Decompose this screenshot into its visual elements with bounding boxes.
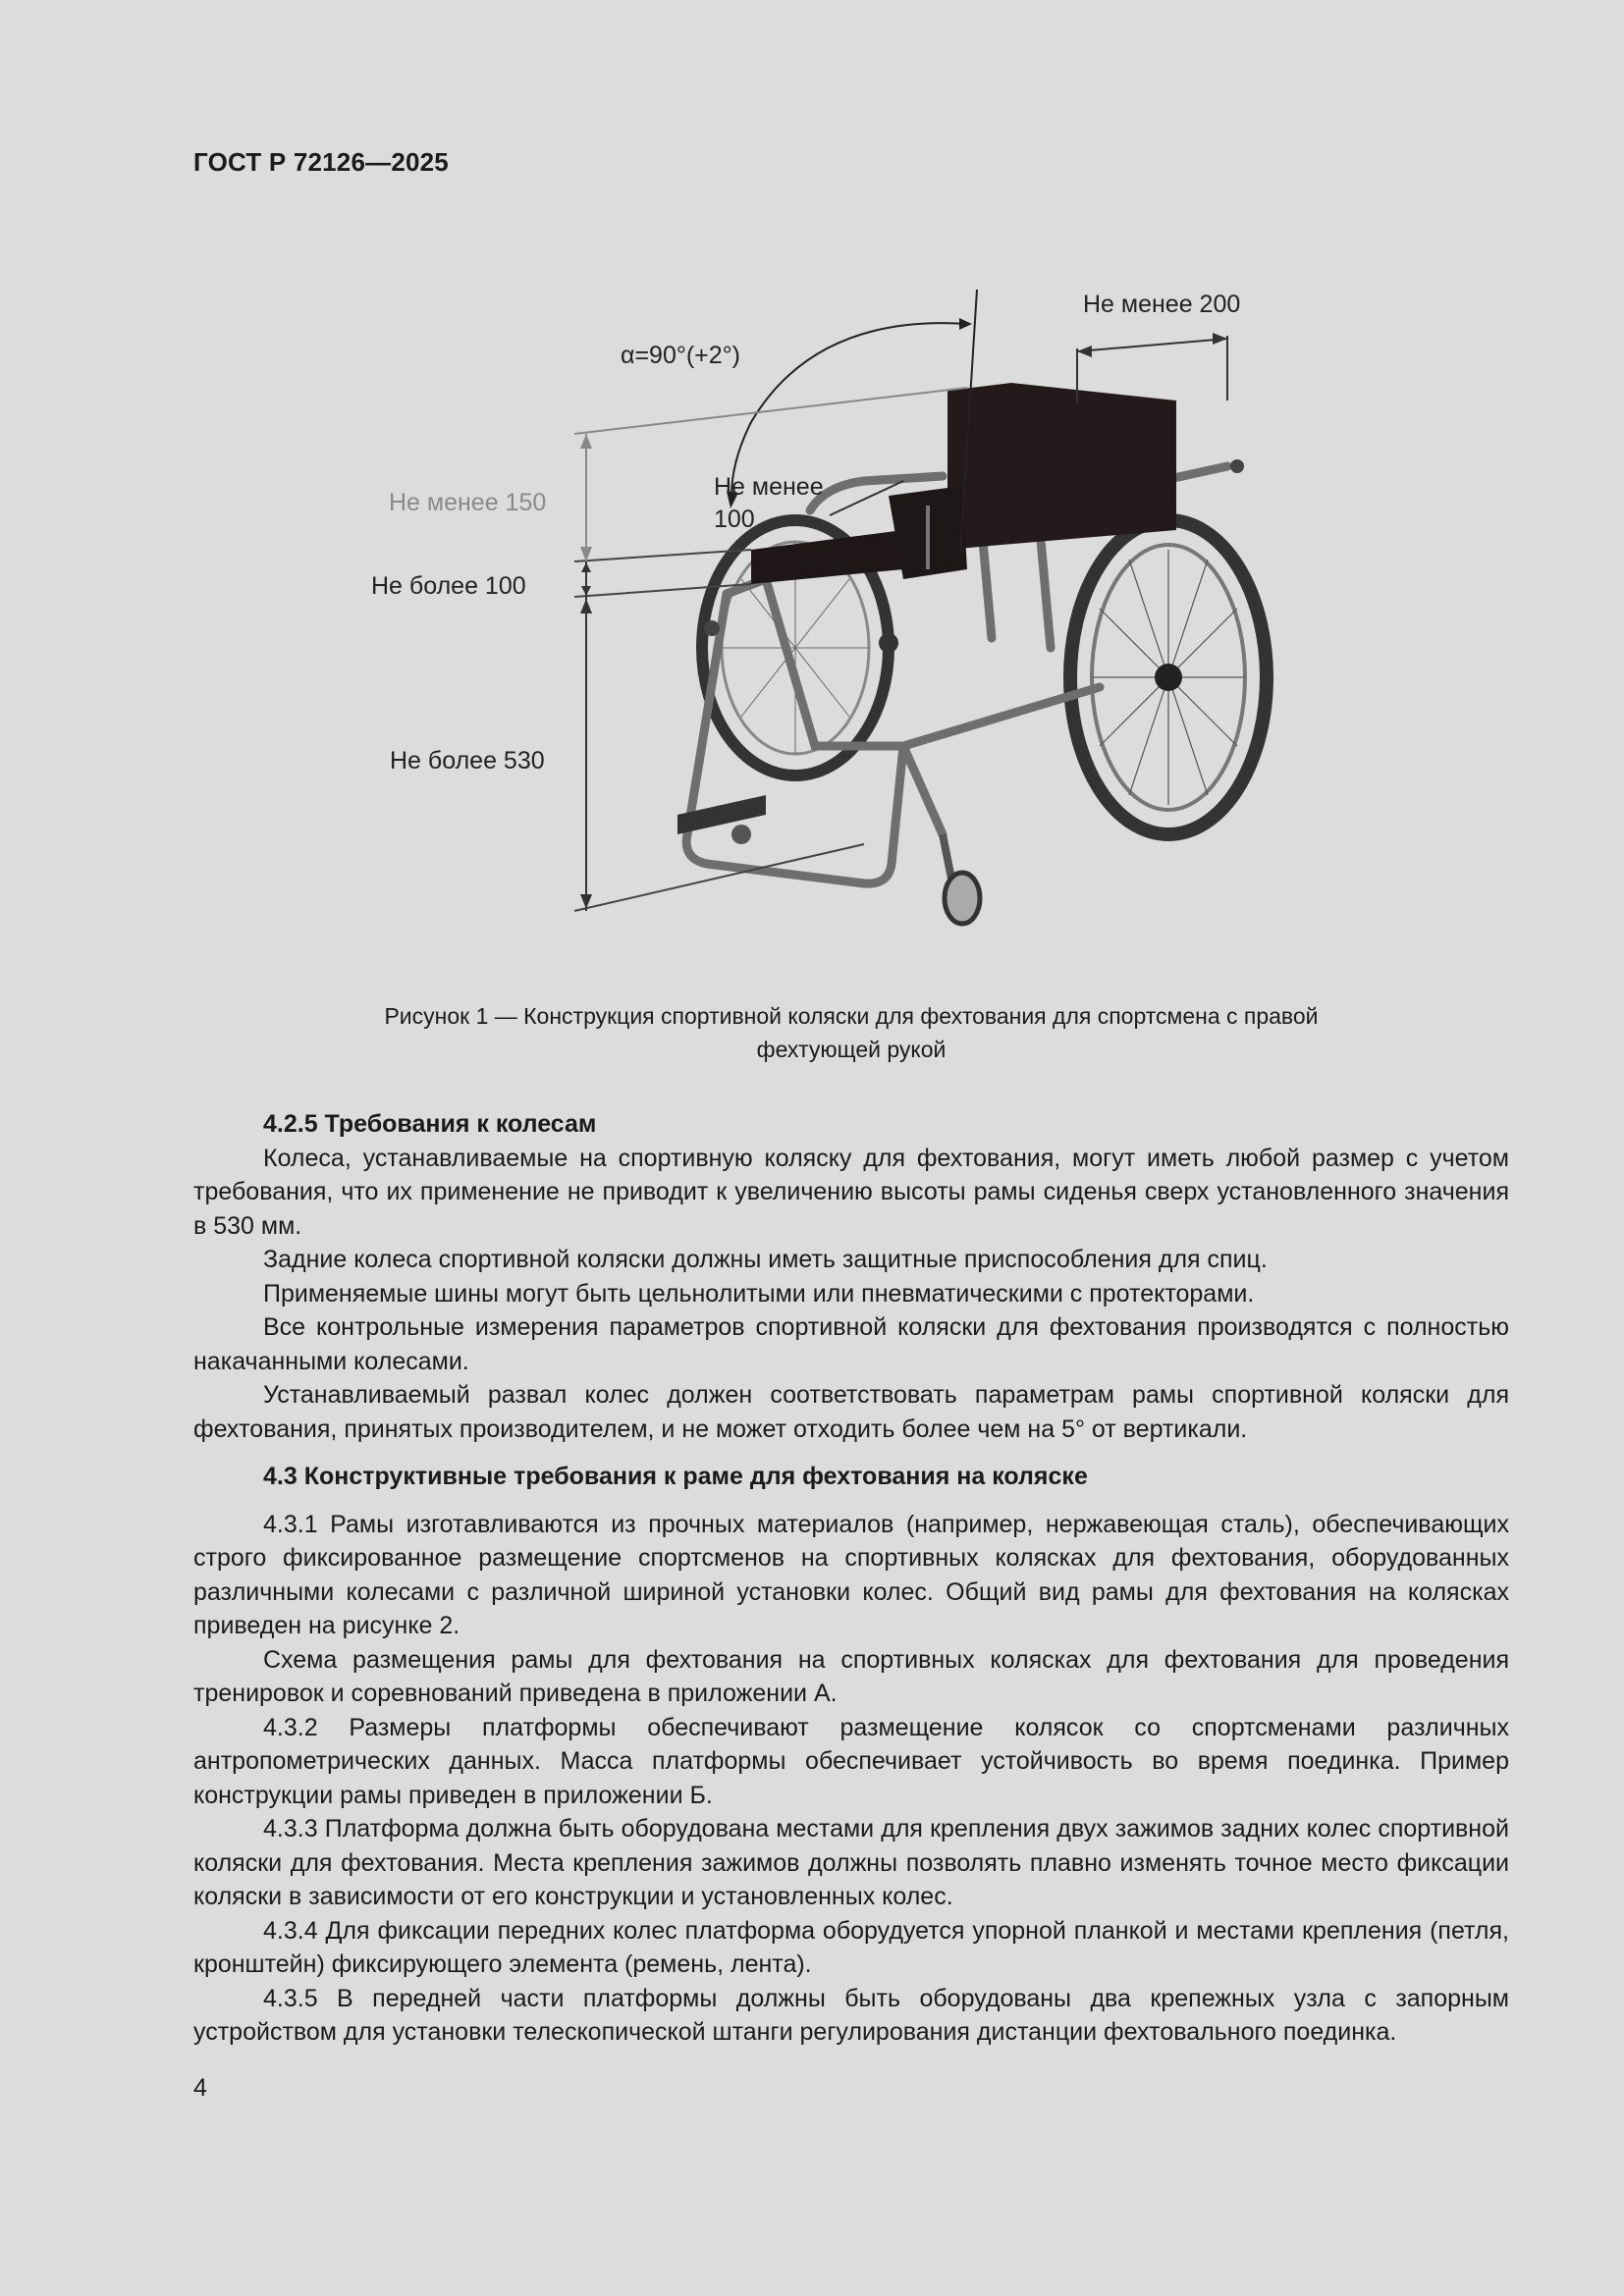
paragraph: Схема размещения рамы для фехтования на спортивных колясках для фехтования для проведения тренировок и соревнований приведена в приложении А. bbox=[193, 1645, 1509, 1707]
paragraph: 4.3.2 Размеры платформы обеспечивают размещение колясок со спортсменами различных антропометрических данных. Масса платформы обеспечивает устойчивость во время поединка. Пример конструкции рамы приведен в приложении Б. bbox=[193, 1713, 1509, 1809]
section-4-2-5-heading: 4.2.5 Требования к колесам bbox=[263, 1110, 597, 1138]
paragraph: 4.3.5 В передней части платформы должны быть оборудованы два крепежных узла с запорным устройством для установки телескопической штанги регулирования дистанции фехтовального поединка. bbox=[193, 1984, 1509, 2046]
above-seat-label: Не менее 150 bbox=[389, 489, 547, 516]
document-header: ГОСТ Р 72126—2025 bbox=[193, 147, 449, 177]
front-caster bbox=[943, 834, 980, 924]
paragraph: 4.3.1 Рамы изготавливаются из прочных материалов (например, нержавеющая сталь), обеспечивающих строго фиксированное размещение спортсменов на спортивных колясках для фехтования, оборудованных различными колесами с различной шириной установки колес. Общий вид рамы для фехтования на колясках приведен на рисунке 2. bbox=[193, 1510, 1509, 1639]
body-text bbox=[193, 1107, 1509, 2050]
paragraph: Все контрольные измерения параметров спортивной коляски для фехтования производятся с полностью накачанными колесами. bbox=[193, 1313, 1509, 1375]
paragraph: Устанавливаемый развал колес должен соответствовать параметрам рамы спортивной коляски для фехтования, принятых производителем, и не может отходить более чем на 5° от вертикали. bbox=[193, 1381, 1509, 1443]
seat-height-label: Не более 530 bbox=[390, 747, 545, 774]
paragraph: Применяемые шины могут быть цельнолитыми или пневматическими с протекторами. bbox=[263, 1279, 1255, 1308]
section-4-3-heading: 4.3 Конструктивные требования к раме для фехтования на коляске bbox=[263, 1463, 1088, 1490]
page-number: 4 bbox=[193, 2074, 207, 2102]
wheelchair-figure bbox=[353, 285, 1375, 972]
backrest-height-label: Не менее 200 bbox=[1083, 291, 1241, 318]
seat-depth-label-line2: 100 bbox=[714, 506, 755, 533]
figure-caption-line1: Рисунок 1 — Конструкция спортивной коляски для фехтования для спортсмена с правой bbox=[384, 1003, 1319, 1029]
figure-caption-line2: фехтующей рукой bbox=[756, 1037, 947, 1062]
paragraph: 4.3.3 Платформа должна быть оборудована местами для крепления двух зажимов задних колес спортивной коляски для фехтования. Места крепления зажимов должны позволять плавно изменять точное место фиксации коляски в зависимости от его конструкции и установленных колес. bbox=[193, 1815, 1509, 1910]
wheelchair-diagram bbox=[353, 285, 1375, 972]
paragraph: Задние колеса спортивной коляски должны иметь защитные приспособления для спиц. bbox=[263, 1246, 1268, 1273]
wheelchair-illustration bbox=[677, 383, 1267, 924]
paragraph: 4.3.4 Для фиксации передних колес платформа оборудуется упорной планкой и местами крепления (петля, кронштейн) фиксирующего элемента (ремень, лента). bbox=[193, 1916, 1509, 1978]
angle-label: α=90°(+2°) bbox=[621, 342, 741, 369]
seat-thickness-label: Не более 100 bbox=[371, 572, 526, 600]
figure-caption bbox=[193, 999, 1509, 1066]
paragraph: Колеса, устанавливаемые на спортивную коляску для фехтования, могут иметь любой размер с учетом требования, что их применение не приводит к увеличению высоты рамы сиденья сверх установленного значения в 530 мм. bbox=[193, 1144, 1509, 1240]
seat-depth-label-line1: Не менее bbox=[714, 473, 824, 501]
